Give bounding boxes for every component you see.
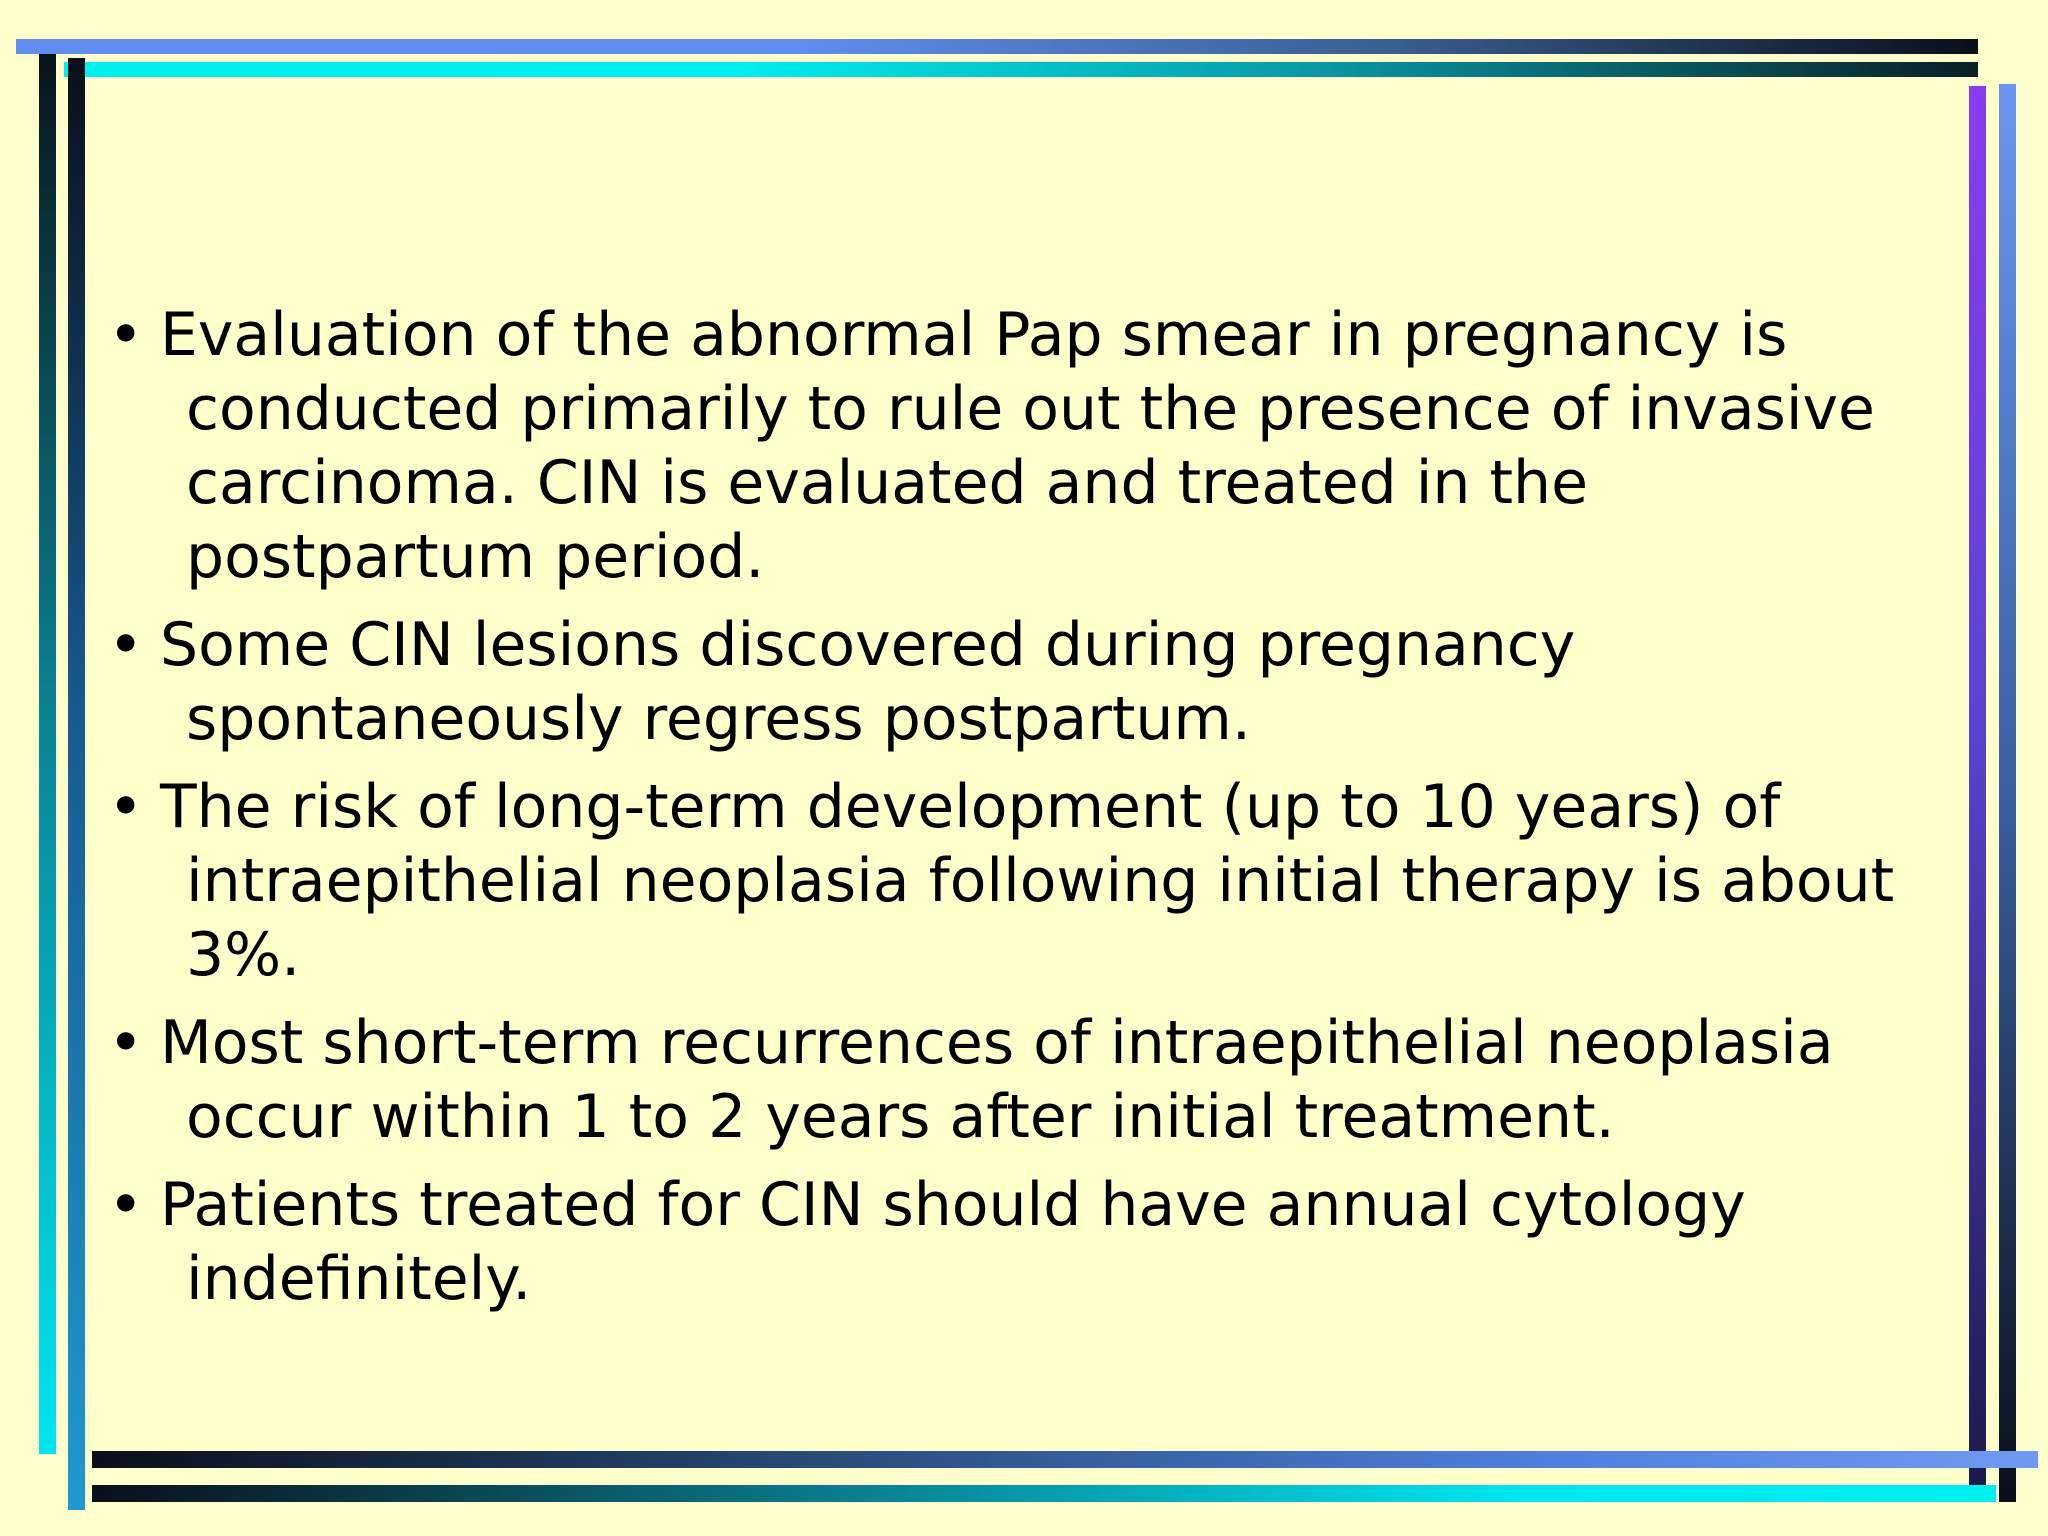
bullet-line: occur within 1 to 2 years after initial treatment.	[186, 1082, 1615, 1152]
bullet-list	[108, 298, 1908, 1330]
bullet-text	[160, 608, 1908, 756]
bullet-line: Some CIN lesions discovered during pregnancy	[160, 610, 1576, 680]
bullet-text	[160, 298, 1908, 594]
bullet-line: postpartum period.	[186, 522, 765, 592]
frame-left-inner-bar	[68, 58, 85, 1510]
bullet-item	[108, 1006, 1908, 1154]
bullet-dot: •	[108, 300, 144, 370]
frame-bottom-inner-bar	[92, 1451, 2038, 1468]
bullet-dot: •	[108, 610, 144, 680]
bullet-dot: •	[108, 1170, 144, 1240]
frame-right-inner-bar	[1969, 86, 1986, 1498]
bullet-text	[160, 770, 1908, 992]
bullet-line: Most short-term recurrences of intraepithelial neoplasia	[160, 1008, 1834, 1078]
frame-bottom-outer-bar	[92, 1485, 1996, 1502]
frame-left-outer-bar	[39, 54, 56, 1454]
bullet-dot: •	[108, 772, 144, 842]
bullet-text	[160, 1006, 1908, 1154]
bullet-line: intraepithelial neoplasia following initial therapy is about	[186, 846, 1895, 916]
bullet-item	[108, 298, 1908, 594]
bullet-line: The risk of long-term development (up to 10 years) of	[160, 772, 1781, 842]
frame-top-inner-bar	[64, 62, 1978, 77]
bullet-text	[160, 1168, 1908, 1316]
bullet-item	[108, 1168, 1908, 1316]
bullet-line: spontaneously regress postpartum.	[186, 684, 1251, 754]
bullet-line: Evaluation of the abnormal Pap smear in pregnancy is	[160, 300, 1788, 370]
bullet-line: Patients treated for CIN should have annual cytology	[160, 1170, 1746, 1240]
bullet-line: indefinitely.	[186, 1244, 532, 1314]
bullet-item	[108, 608, 1908, 756]
frame-right-outer-bar	[1999, 84, 2016, 1502]
bullet-dot: •	[108, 1008, 144, 1078]
bullet-item	[108, 770, 1908, 992]
bullet-line: conducted primarily to rule out the presence of invasive	[186, 374, 1875, 444]
frame-top-outer-bar	[16, 39, 1978, 54]
bullet-line: carcinoma. CIN is evaluated and treated in the	[186, 448, 1589, 518]
bullet-line: 3%.	[186, 920, 301, 990]
